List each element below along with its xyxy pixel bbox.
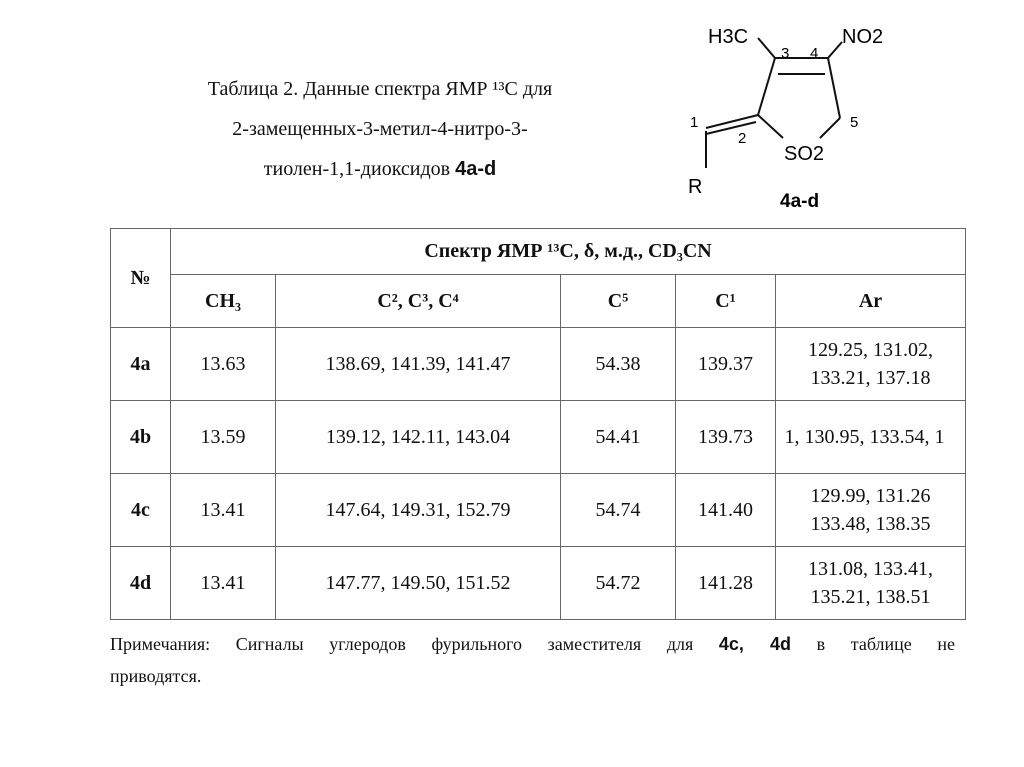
row-header: 4c (111, 474, 171, 547)
cell-ar (776, 328, 966, 401)
cell-c1: 139.73 (676, 401, 776, 474)
cell-ar-line: 135.21, 138.51 (810, 586, 931, 608)
table-row (111, 547, 966, 620)
chemical-structure (660, 10, 940, 215)
compound-label: 4a-d (780, 191, 820, 212)
cell-c5: 54.41 (561, 401, 676, 474)
cell-c5: 54.72 (561, 547, 676, 620)
table-note-line-2: приводятся. (110, 666, 202, 686)
nitro-group-label: NO2 (842, 26, 884, 48)
column-header: C², C³, C⁴ (276, 275, 561, 328)
cell-ar-line: 133.21, 137.18 (810, 367, 931, 389)
caption-compound-label: 4a-d (455, 158, 497, 180)
cell-c1: 141.28 (676, 547, 776, 620)
caption-line-1: Таблица 2. Данные спектра ЯМР ¹³С для (207, 78, 553, 100)
cell-c1: 139.37 (676, 328, 776, 401)
cell-ar (776, 401, 966, 474)
column-header: C⁵ (561, 275, 676, 328)
cell-c5: 54.38 (561, 328, 676, 401)
cell-ar-line: 1, 130.95, 133.54, 1 (784, 425, 945, 448)
table-row (111, 474, 966, 547)
nmr-table (110, 228, 966, 620)
cell-ar (776, 474, 966, 547)
cell-ch3: 13.59 (171, 401, 276, 474)
note-suffix: в таблице не (791, 634, 956, 654)
sulfonyl-group-label: SO2 (784, 143, 825, 165)
cell-ar-line: 133.48, 138.35 (810, 513, 931, 535)
table-row (111, 401, 966, 474)
cell-c234: 139.12, 142.11, 143.04 (276, 401, 561, 474)
cell-ch3: 13.63 (171, 328, 276, 401)
caption-line-2: 2-замещенных-3-метил-4-нитро-3- (232, 118, 528, 140)
group-header: Спектр ЯМР ¹³С, δ, м.д., CD₃CN (171, 229, 966, 275)
column-header: Ar (776, 275, 966, 328)
cell-ch3: 13.41 (171, 547, 276, 620)
note-compounds: 4c, 4d (718, 634, 792, 654)
cell-ar (776, 547, 966, 620)
cell-ch3: 13.41 (171, 474, 276, 547)
atom-number-2: 2 (738, 130, 747, 147)
row-header: 4d (111, 547, 171, 620)
column-header: C¹ (676, 275, 776, 328)
cell-ar-line: 129.25, 131.02, (808, 339, 934, 361)
cell-c234: 147.64, 149.31, 152.79 (276, 474, 561, 547)
corner-header: № (111, 229, 171, 328)
caption-line-3-text: тиолен-1,1-диоксидов (263, 158, 456, 180)
atom-number-1: 1 (690, 114, 699, 131)
atom-number-3: 3 (781, 45, 790, 62)
cell-c5: 54.74 (561, 474, 676, 547)
caption-line-3 (120, 158, 640, 181)
cell-c1: 141.40 (676, 474, 776, 547)
cell-ar-line: 131.08, 133.41, (808, 558, 934, 580)
table-row (111, 328, 966, 401)
cell-c234: 147.77, 149.50, 151.52 (276, 547, 561, 620)
cell-c234: 138.69, 141.39, 141.47 (276, 328, 561, 401)
methyl-group-label: H3C (708, 26, 749, 48)
substituent-r-label: R (688, 176, 703, 198)
atom-number-5: 5 (850, 114, 859, 131)
table-note (110, 628, 955, 660)
row-header: 4b (111, 401, 171, 474)
row-header: 4a (111, 328, 171, 401)
column-header: CH₃ (171, 275, 276, 328)
cell-ar-line: 129.99, 131.26 (810, 485, 931, 507)
note-prefix: Примечания: Сигналы углеродов фурильного заместителя для (110, 634, 719, 654)
atom-number-4: 4 (810, 45, 819, 62)
